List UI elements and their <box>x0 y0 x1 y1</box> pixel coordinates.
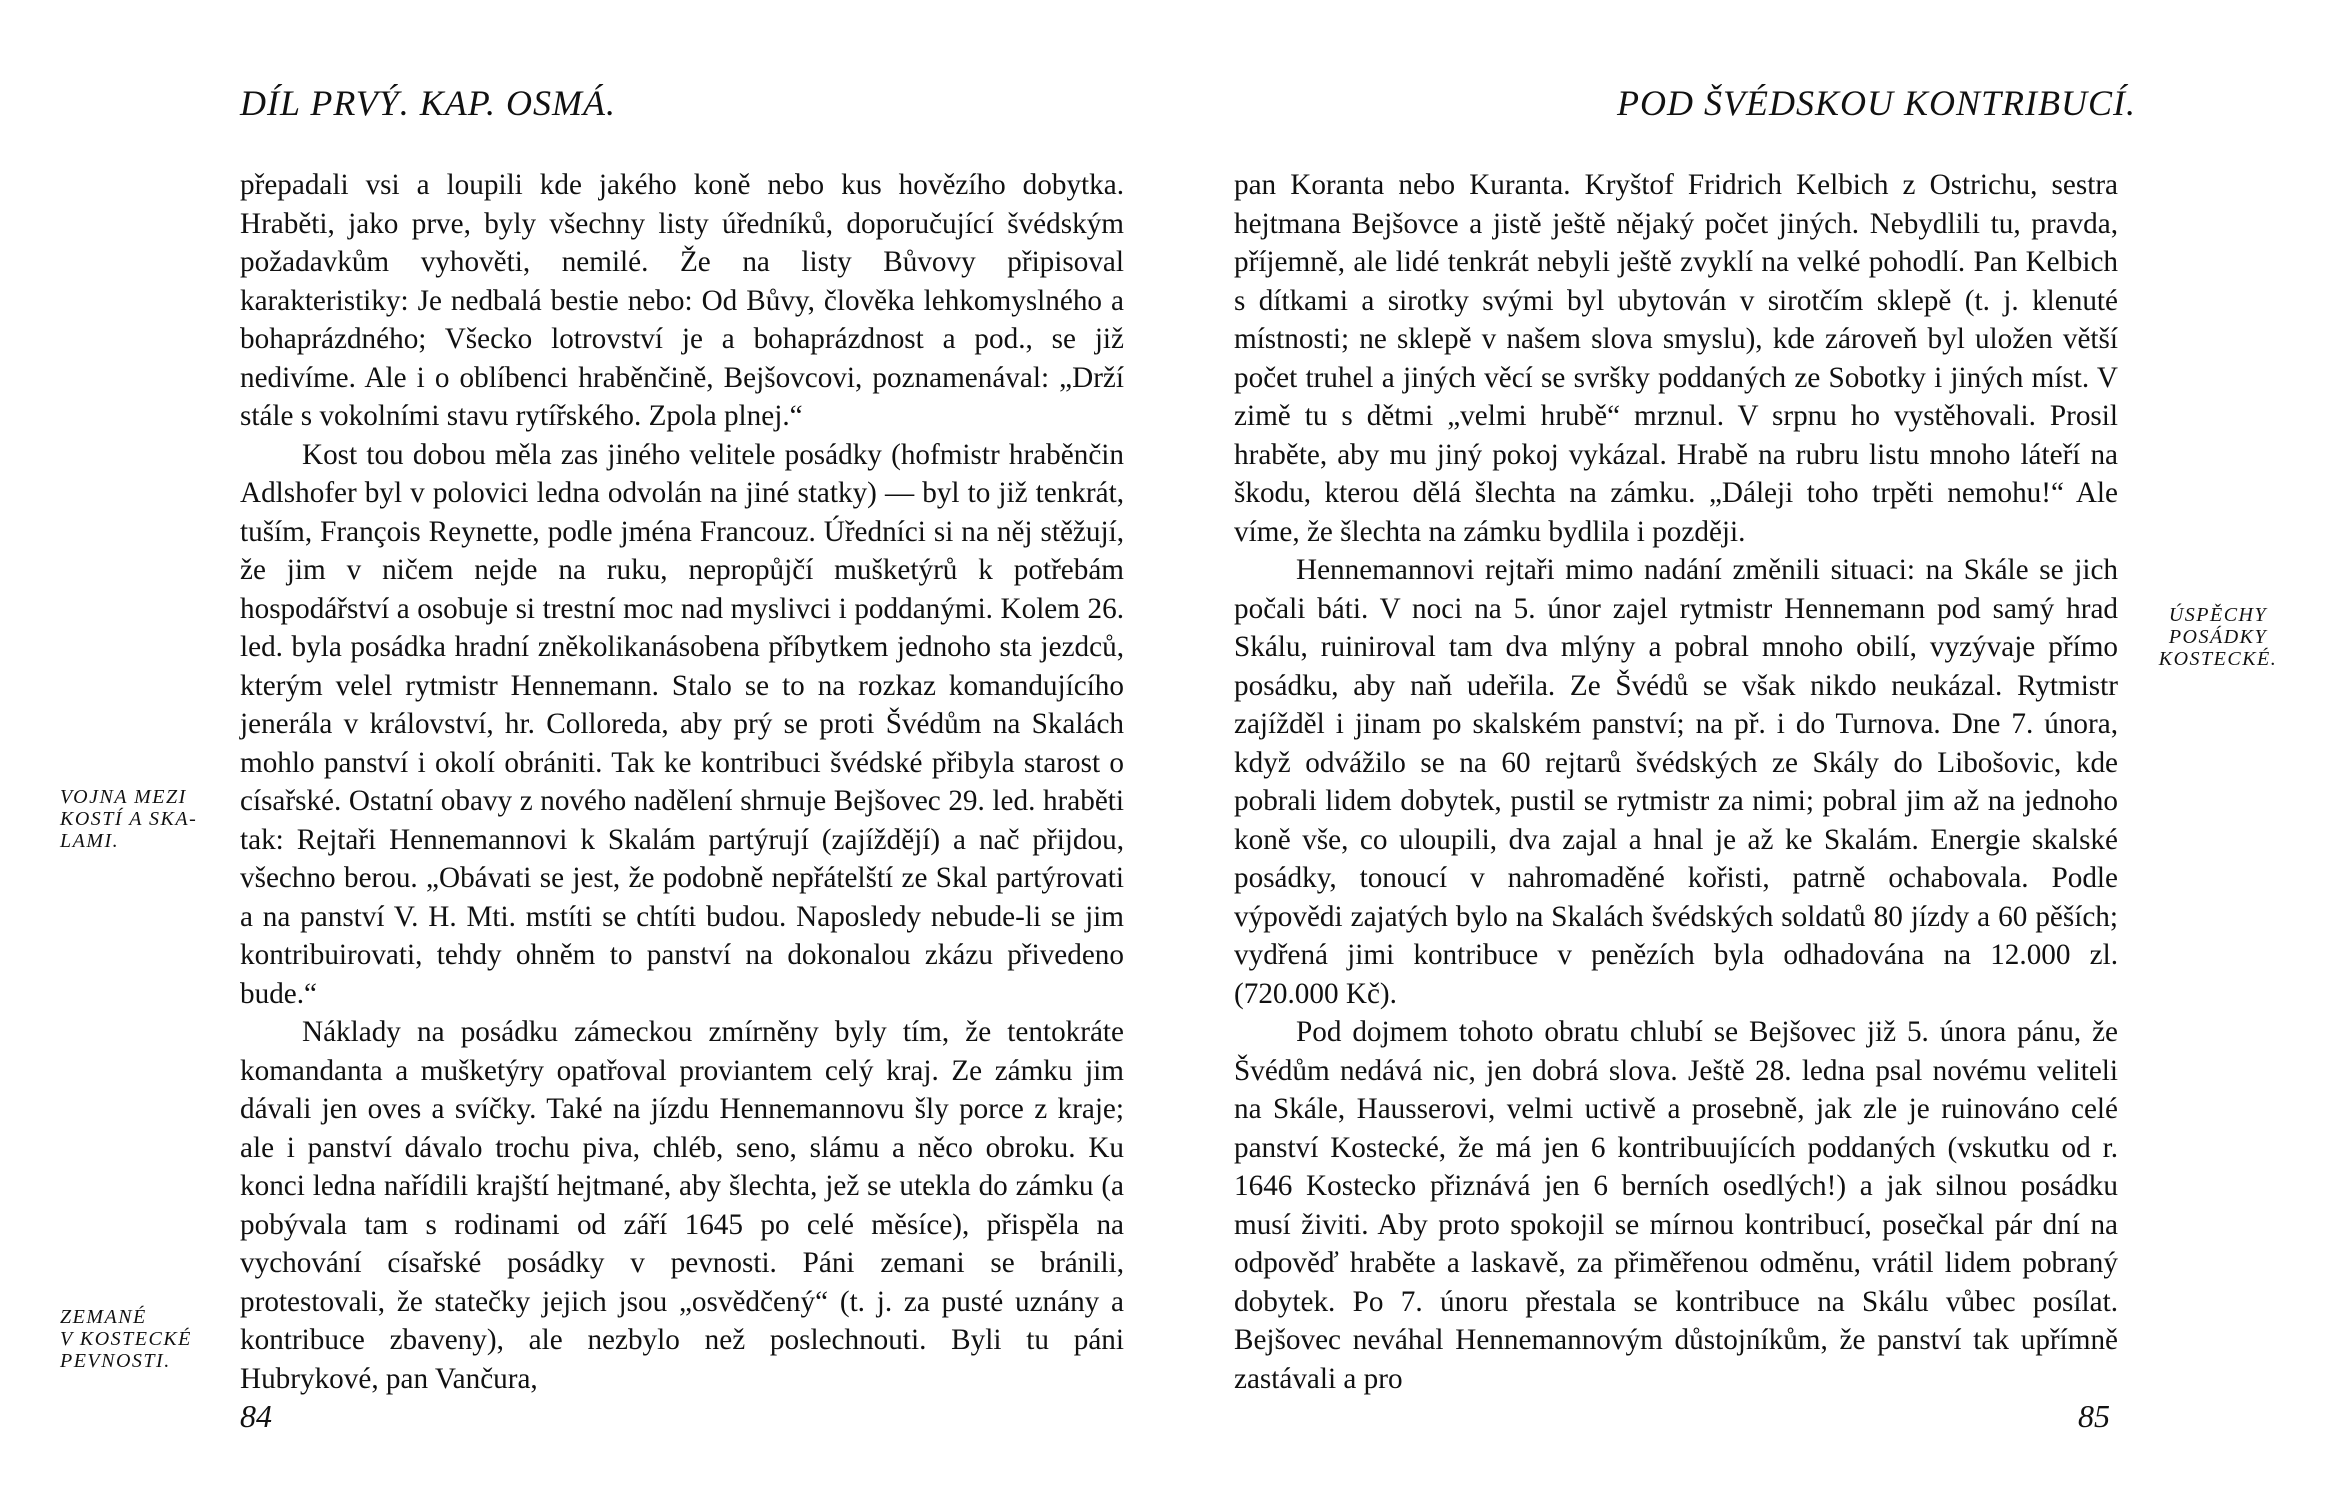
left-page-number: 84 <box>240 1398 272 1434</box>
margin-note-line: POSÁDKY <box>2168 626 2268 648</box>
margin-note-line: ÚSPĚCHY <box>2168 604 2268 626</box>
left-paragraph-3: Náklady na posádku zámeckou zmírněny byly tím, že tentokráte komandanta a mušketýry opatřoval proviantem celý kraj. Ze zámku jim dávali jen oves a svíčky. Také na jízdu Hennemannovu šly porce z kraje; ale i panství dávalo trochu piva, chléb, seno, slámu a něco obroku. Ku konci ledna nařídili krajští hejtmané, aby šlechta, jež se utekla do zámku (a pobývala tam s rodinami od září 1645 po celé měsíce), přispěla na vychování císařské posádky v pevnosti. Páni zemani se bránili, protestovali, že statečky jejich jsou „osvědčený“ (t. j. za pusté uznány a kontribuce zbaveny), ale nezbylo než poslechnouti. Byli tu páni Hubrykové, pan Vančura, <box>240 1016 1124 1395</box>
right-paragraph-1: pan Koranta nebo Kuranta. Kryštof Fridrich Kelbich z Ostrichu, sestra hejtmana Bejšovce a jistě ještě nějaký počet jiných. Nebydlili tu, pravda, příjemně, ale lidé tenkrát nebyli ještě zvyklí na velké pohodlí. Pan Kelbich s dítkami a sirotky svými byl ubytován v sirotčím sklepě (t. j. klenuté místnosti; ne sklepě v našem slova smyslu), kde zároveň byl uložen větší počet truhel a jiných věcí se svršky poddaných ze Sobotky i jiných míst. V zimě tu s dětmi „velmi hrubě“ mrznul. V srpnu ho vystěhovali. Prosil hraběte, aby mu jiný pokoj vykázal. Hrabě na rubru listu mnoho láteří na škodu, kterou dělá šlechta na zámku. „Dáleji toho trpěti nemohu!“ Ale víme, že šlechta na zámku bydlila i později. <box>1234 169 2118 548</box>
margin-note-line: VOJNA MEZI <box>60 786 187 808</box>
margin-note-line: KOSTÍ A SKA- <box>60 808 198 830</box>
margin-note-line: LAMI. <box>60 830 120 852</box>
left-paragraph-2: Kost tou dobou měla zas jiného velitele posádky (hofmistr hraběnčin Adlshofer byl v polovici ledna odvolán na jiné statky) — byl to již tenkrát, tuším, François Reynette, podle jména Francouz. Úředníci si na něj stěžují, že jim v ničem nejde na ruku, nepropůjčí mušketýrů k potřebám hospodářství a osobuje si trestní moc nad myslivci i poddanými. Kolem 26. led. byla posádka hradní zněkolikanásobena příbytkem jednoho sta jezdců, kterým velel rytmistr Hennemann. Stalo se to na rozkaz komandujícího jenerála v království, hr. Colloreda, aby prý se proti Švédům na Skalách mohlo panství i okolí obrániti. Tak ke kontribuci švédské přibyla starost o císařské. Ostatní obavy z nového nadělení shrnuje Bejšovec 29. led. hraběti tak: Rejtaři Hennemannovi k Skalám partýrují (zajíždějí) a nač přijdou, všechno berou. „Obávati se jest, že podobně nepřátelští ze Skal partýrovati a na panství V. H. Mti. mstíti se chtíti budou. Naposledy nebude-li se jim kontribuirovati, tehdy ohněm to panství na dokonalou zkázu přivedeno bude.“ <box>240 438 1124 1010</box>
right-paragraph-3: Pod dojmem tohoto obratu chlubí se Bejšovec již 5. února pánu, že Švédům nedává nic, jen dobrá slova. Ještě 28. ledna psal novému veliteli na Skále, Hausserovi, velmi uctivě a prosebně, jak zle je ruinováno celé panství Kostecké, že má jen 6 kontribuujících poddaných (vskutku od r. 1646 Kostecko přiznává jen 6 berních osedlých!) a jak silnou posádku musí živiti. Aby proto spokojil se mírnou kontribucí, posečkal pár dní na odpověď hraběte a laskavě, za přiměřenou odměnu, vrátil lidem pobraný dobytek. Po 7. únoru přestala se kontribuce na Skálu vůbec posílat. Bejšovec neváhal Hennemannovým důstojníkům, že panství tak upřímně zastávali a pro <box>1234 1016 2118 1395</box>
margin-note-line: KOSTECKÉ. <box>2158 648 2278 670</box>
right-page-number: 85 <box>2078 1398 2110 1434</box>
right-page-text <box>1234 166 2118 1398</box>
margin-note-line: PEVNOSTI. <box>60 1350 171 1372</box>
margin-note-vojna <box>60 786 197 852</box>
left-paragraph-1: přepadali vsi a loupili kde jakého koně nebo kus hovězího dobytka. Hraběti, jako prve, byly všechny listy úředníků, doporučující švédským požadavkům vyhověti, nemilé. Že na listy Bůvovy připisoval karakteristiky: Je nedbalá bestie nebo: Od Bůvy, člověka lehkomyslného a bohaprázdného; Všecko lotrovství je a bohaprázdnost a pod., se již nedivíme. Ale i o oblíbenci hraběnčině, Bejšovcovi, poznamenával: „Drží stále s vokolními stavu rytířského. Zpola plnej.“ <box>240 169 1124 432</box>
margin-note-line: V KOSTECKÉ <box>60 1328 192 1350</box>
right-paragraph-2: Hennemannovi rejtaři mimo nadání změnili situaci: na Skále se jich počali báti. V noci na 5. únor zajel rytmistr Hennemann pod samý hrad Skálu, ruiniroval tam dva mlýny a pobral mnoho obilí, vyzývaje přímo posádku, aby naň udeřila. Ze Švédů se však nikdo neukázal. Rytmistr zajížděl i jinam po skalském panství; na př. i do Turnova. Dne 7. února, když odvážilo se na 60 rejtarů švédských ze Skály do Libošovic, kde pobrali lidem dobytek, pustil se rytmistr za nimi; pobral jim až na jednoho koně vše, co uloupili, dva zajal a hnal je až ke Skalám. Energie skalské posádky, tonoucí v nahromaděné kořisti, patrně ochabovala. Podle výpovědi zajatých bylo na Skalách švédských soldatů 80 jízdy a 60 pěších; vydřená jimi kontribuce v penězích byla odhadována na 12.000 zl. (720.000 Kč). <box>1234 554 2118 1010</box>
left-running-header: DÍL PRVÝ. KAP. OSMÁ. <box>240 83 617 123</box>
margin-note-zemane <box>60 1306 192 1372</box>
margin-note-uspechy <box>2138 604 2298 670</box>
margin-note-line: ZEMANÉ <box>60 1306 147 1328</box>
right-running-header: POD ŠVÉDSKOU KONTRIBUCÍ. <box>1617 83 2136 123</box>
left-page-text <box>240 166 1124 1398</box>
